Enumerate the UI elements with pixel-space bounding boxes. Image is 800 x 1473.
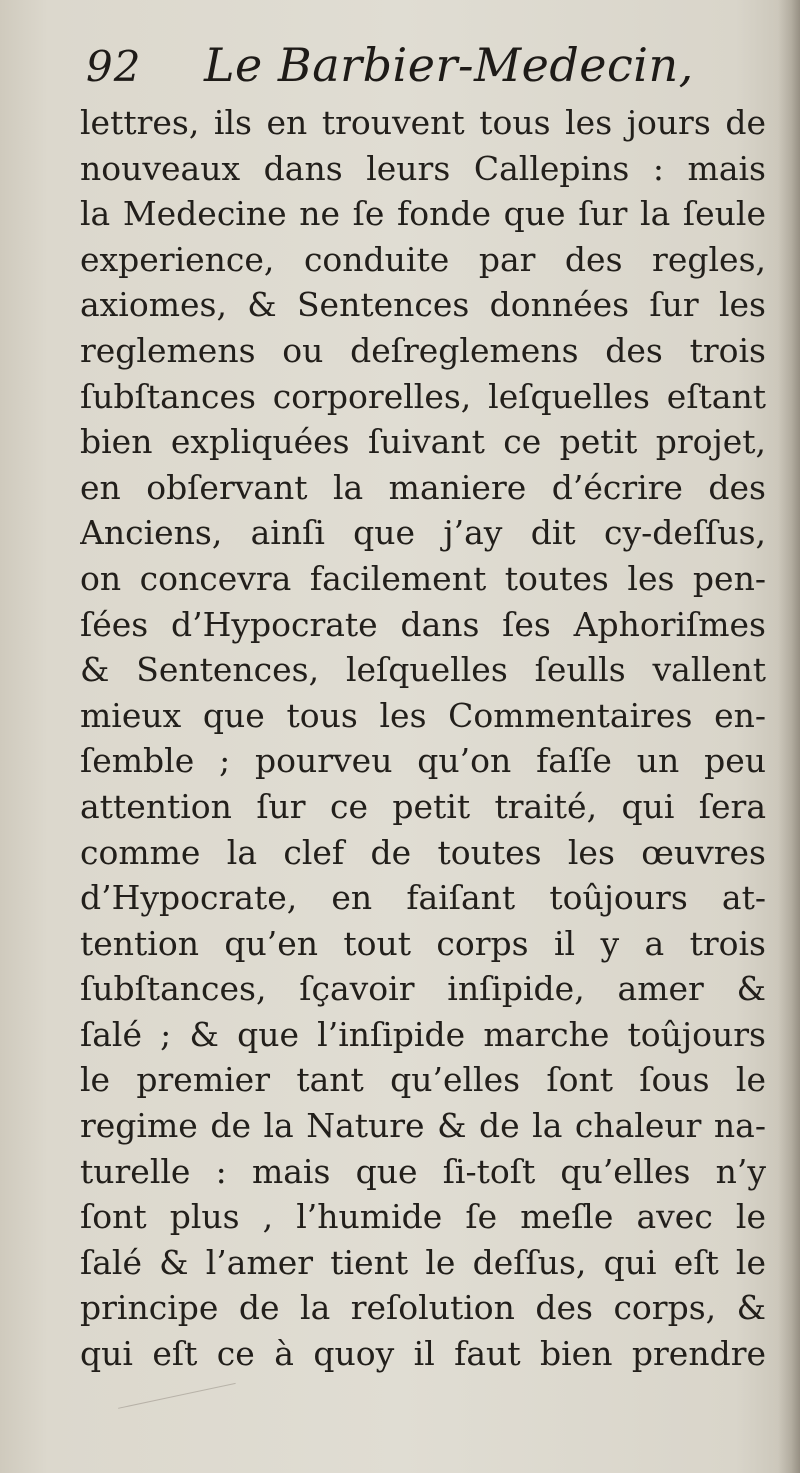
text-line: ſées d’Hypocrate dans ſes Aphoriſmes bbox=[80, 604, 766, 644]
text-line: attention ſur ce petit traité, qui ſera bbox=[80, 786, 766, 826]
page-number: 92 bbox=[86, 42, 142, 91]
text-line: ſubſtances, ſçavoir inſipide, amer & bbox=[80, 969, 766, 1009]
text-line: turelle : mais que ſi-toſt qu’elles n’y bbox=[80, 1151, 766, 1191]
text-line: Anciens, ainſi que j’ay dit cy-deſſus, bbox=[80, 513, 766, 553]
text-line: lettres, ils en trouvent tous les jours de bbox=[80, 103, 766, 142]
text-line: principe de la reſolution des corps, & bbox=[80, 1288, 766, 1328]
text-line: reglemens ou deſreglemens des trois bbox=[80, 330, 766, 370]
text-line: d’Hypocrate, en faiſant toûjours at- bbox=[80, 878, 766, 918]
text-line: la Medecine ne ſe fonde que ſur la ſeule bbox=[80, 194, 766, 234]
page-edge-shadow bbox=[778, 0, 800, 1473]
text-line: bien expliquées ſuivant ce petit projet, bbox=[80, 422, 766, 462]
text-line: on concevra facilement toutes les pen- bbox=[80, 558, 766, 598]
text-line: experience, conduite par des regles, bbox=[80, 239, 766, 279]
text-line: ſalé & l’amer tient le deſſus, qui eſt le bbox=[80, 1242, 766, 1282]
text-line: comme la clef de toutes les œuvres bbox=[80, 832, 766, 872]
text-line: axiomes, & Sentences données ſur les bbox=[80, 285, 766, 325]
text-line: le premier tant qu’elles ſont ſous le bbox=[80, 1060, 766, 1100]
running-title: Le Barbier-Medecin, bbox=[204, 38, 694, 92]
text-line: mieux que tous les Commentaires en- bbox=[80, 695, 766, 735]
text-line: & Sentences, leſquelles ſeulls vallent bbox=[80, 650, 766, 690]
text-line: regime de la Nature & de la chaleur na- bbox=[80, 1106, 766, 1146]
text-line: ſemble ; pourveu qu’on faſſe un peu bbox=[80, 741, 766, 781]
text-line: ſalé ; & que l’inſipide marche toûjours bbox=[80, 1014, 766, 1054]
text-line: tention qu’en tout corps il y a trois bbox=[80, 923, 766, 963]
text-line: ſont plus , l’humide ſe meſle avec le bbox=[80, 1197, 766, 1237]
page-header bbox=[86, 38, 766, 98]
text-line: qui eſt ce à quoy il faut bien prendre bbox=[80, 1334, 766, 1374]
text-line: nouveaux dans leurs Callepins : mais bbox=[80, 148, 766, 188]
text-line: ſubſtances corporelles, leſquelles eſtant bbox=[80, 376, 766, 416]
body-text bbox=[80, 100, 766, 1377]
text-line: en obſervant la maniere d’écrire des bbox=[80, 467, 766, 507]
paper-mark bbox=[118, 1383, 242, 1438]
